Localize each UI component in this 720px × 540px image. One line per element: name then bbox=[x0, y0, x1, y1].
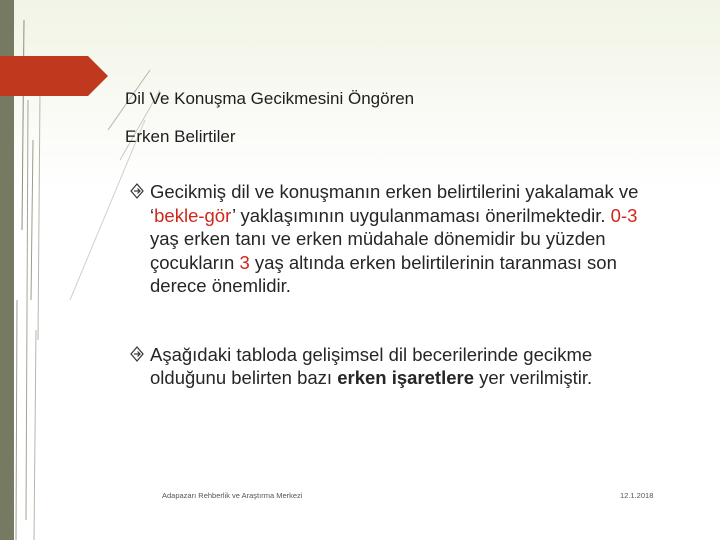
footer-organization: Adapazarı Rehberlik ve Araştırma Merkezi bbox=[162, 491, 303, 500]
footer-date: 12.1.2018 bbox=[620, 491, 654, 500]
bullet-item-1 bbox=[130, 180, 650, 298]
bullet-1-text-3: yaş erken tanı ve erken müdahale dönemidir bu yüzden çocukların bbox=[150, 228, 606, 273]
arrow-diamond-icon bbox=[130, 344, 144, 364]
bullet-2-text-2: yer verilmiştir. bbox=[474, 367, 593, 388]
bullet-2-text-1: Aşağıdaki tabloda gelişimsel dil becerilerinde gecikme olduğunu belirten bazı bbox=[150, 343, 593, 388]
bullet-1-text-2: ’ yaklaşımının uygulanmaması önerilmektedir. bbox=[231, 204, 611, 226]
bullet-1-highlight-age: 3 bbox=[239, 251, 250, 273]
bullet-1-text-4: yaş altında erken belirtilerinin taranması son derece önemlidir. bbox=[150, 251, 617, 296]
bullet-1-text-1: Gecikmiş dil ve konuşmanın erken belirtilerini yakalamak ve ‘ bbox=[150, 181, 639, 226]
bullet-1-highlight-bekle-gor: bekle-gör bbox=[154, 204, 232, 226]
title-line-2: Erken Belirtiler bbox=[125, 127, 236, 146]
bullet-1-highlight-age-range: 0-3 bbox=[610, 204, 638, 226]
arrow-diamond-icon bbox=[130, 181, 144, 201]
title-accent-tab bbox=[0, 56, 108, 96]
bullet-2-bold-erken-isaretlere: erken işaretlere bbox=[337, 367, 474, 388]
bullet-item-2 bbox=[130, 343, 650, 390]
slide-title bbox=[125, 80, 685, 156]
bullet-list bbox=[130, 180, 650, 390]
title-line-1: Dil Ve Konuşma Gecikmesini Öngören bbox=[125, 89, 415, 108]
